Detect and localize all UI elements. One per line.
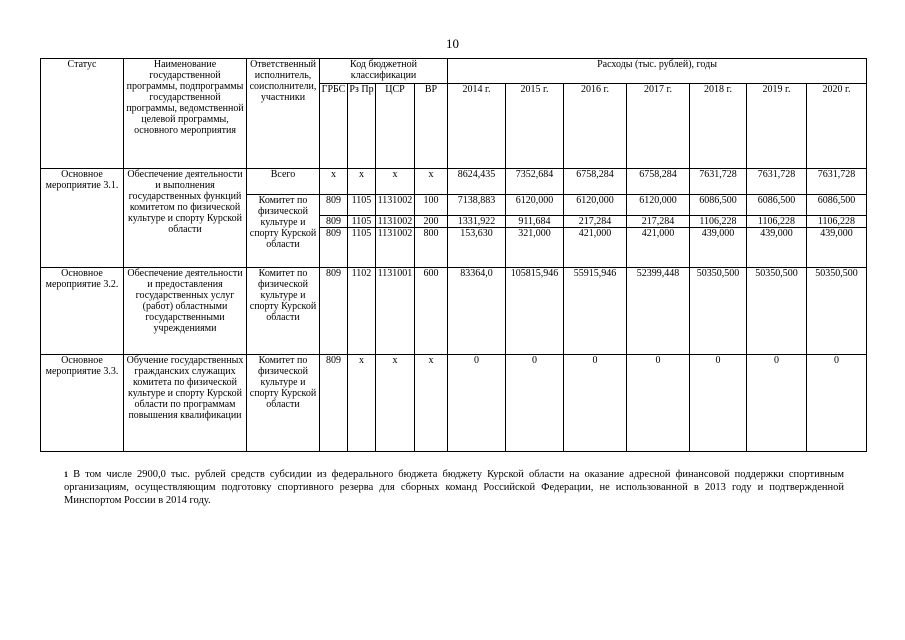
header-year: 2016 г. xyxy=(564,84,627,169)
row-status: Основное мероприятие 3.3. xyxy=(41,355,124,452)
budget-table xyxy=(40,58,867,452)
row-executor: Комитет по физической культуре и спорту Курской области xyxy=(247,195,320,268)
cell-vr: х xyxy=(415,169,448,195)
cell-grbs: 809 xyxy=(320,268,348,355)
footnote-marker: 1 xyxy=(64,470,68,479)
cell-value: 7631,728 xyxy=(747,169,807,195)
cell-value: 6120,000 xyxy=(564,195,627,216)
cell-value: 0 xyxy=(690,355,747,452)
header-vr: ВР xyxy=(415,84,448,169)
table-row xyxy=(41,355,867,452)
cell-value: 7631,728 xyxy=(690,169,747,195)
header-name: Наименование государственной программы, подпрограммы государственной программы, ведомственной целевой программы, основного мероприятия xyxy=(124,59,247,169)
cell-value: 6086,500 xyxy=(690,195,747,216)
cell-value: 421,000 xyxy=(564,228,627,268)
cell-grbs: 809 xyxy=(320,195,348,216)
cell-value: 6086,500 xyxy=(807,195,867,216)
cell-value: 50350,500 xyxy=(690,268,747,355)
cell-csr: 1131002 xyxy=(376,195,415,216)
header-year: 2014 г. xyxy=(448,84,506,169)
cell-value: 0 xyxy=(627,355,690,452)
cell-value: 0 xyxy=(807,355,867,452)
cell-vr: 200 xyxy=(415,216,448,228)
row-executor: Комитет по физической культуре и спорту Курской области xyxy=(247,355,320,452)
cell-rzpr: х xyxy=(348,169,376,195)
cell-csr: 1131002 xyxy=(376,216,415,228)
cell-rzpr: 1105 xyxy=(348,216,376,228)
cell-value: 153,630 xyxy=(448,228,506,268)
cell-value: 52399,448 xyxy=(627,268,690,355)
cell-value: 6086,500 xyxy=(747,195,807,216)
cell-value: 7631,728 xyxy=(807,169,867,195)
cell-value: 0 xyxy=(747,355,807,452)
cell-value: 1106,228 xyxy=(747,216,807,228)
cell-value: 6120,000 xyxy=(506,195,564,216)
cell-value: 55915,946 xyxy=(564,268,627,355)
cell-vr: х xyxy=(415,355,448,452)
cell-value: 105815,946 xyxy=(506,268,564,355)
cell-value: 0 xyxy=(506,355,564,452)
header-expenses-group: Расходы (тыс. рублей), годы xyxy=(448,59,867,84)
cell-vr: 100 xyxy=(415,195,448,216)
header-csr: ЦСР xyxy=(376,84,415,169)
cell-value: 7352,684 xyxy=(506,169,564,195)
row-name: Обеспечение деятельности и предоставления государственных услуг (работ) областными государственными учреждениями xyxy=(124,268,247,355)
footnote-text: В том числе 2900,0 тыс. рублей средств субсидии из федерального бюджета бюджету Курской области на оказание адресной финансовой поддержки спортивным организациям, осуществляющим подготовку спортивного резерва для сборных команд Российской Федерации, не использованной в 2013 году и подтвержденной Минспортом России в 2014 году. xyxy=(64,469,844,506)
cell-grbs: х xyxy=(320,169,348,195)
header-rzpr: Рз Пр xyxy=(348,84,376,169)
cell-value: 6758,284 xyxy=(564,169,627,195)
table-row xyxy=(41,268,867,355)
header-year: 2020 г. xyxy=(807,84,867,169)
header-executor: Ответственный исполнитель, соисполнители, участники xyxy=(247,59,320,169)
header-row-1 xyxy=(41,59,867,84)
cell-rzpr: 1102 xyxy=(348,268,376,355)
row-name: Обучение государственных гражданских служащих комитета по физической культуре и спорту Курской области по программам повышения квалификации xyxy=(124,355,247,452)
cell-value: 439,000 xyxy=(690,228,747,268)
cell-value: 1331,922 xyxy=(448,216,506,228)
cell-value: 439,000 xyxy=(747,228,807,268)
cell-value: 6758,284 xyxy=(627,169,690,195)
cell-value: 50350,500 xyxy=(747,268,807,355)
cell-value: 911,684 xyxy=(506,216,564,228)
cell-csr: х xyxy=(376,169,415,195)
cell-value: 439,000 xyxy=(807,228,867,268)
row-executor: Комитет по физической культуре и спорту Курской области xyxy=(247,268,320,355)
cell-rzpr: 1105 xyxy=(348,195,376,216)
page-number: 10 xyxy=(446,36,459,51)
cell-grbs: 809 xyxy=(320,355,348,452)
cell-vr: 600 xyxy=(415,268,448,355)
cell-value: 321,000 xyxy=(506,228,564,268)
cell-value: 421,000 xyxy=(627,228,690,268)
cell-value: 8624,435 xyxy=(448,169,506,195)
header-year: 2019 г. xyxy=(747,84,807,169)
row-status: Основное мероприятие 3.1. xyxy=(41,169,124,268)
cell-value: 6120,000 xyxy=(627,195,690,216)
cell-value: 83364,0 xyxy=(448,268,506,355)
footnote xyxy=(64,468,844,507)
cell-csr: 1131001 xyxy=(376,268,415,355)
cell-csr: 1131002 xyxy=(376,228,415,268)
cell-value: 0 xyxy=(448,355,506,452)
row-status: Основное мероприятие 3.2. xyxy=(41,268,124,355)
cell-value: 50350,500 xyxy=(807,268,867,355)
cell-value: 1106,228 xyxy=(807,216,867,228)
table-row xyxy=(41,169,867,195)
cell-value: 217,284 xyxy=(564,216,627,228)
row-name: Обеспечение деятельности и выполнения государственных функций комитетом по физической культуре и спорту Курской области xyxy=(124,169,247,268)
cell-rzpr: х xyxy=(348,355,376,452)
cell-value: 7138,883 xyxy=(448,195,506,216)
cell-grbs: 809 xyxy=(320,228,348,268)
cell-csr: х xyxy=(376,355,415,452)
cell-grbs: 809 xyxy=(320,216,348,228)
row-total-label: Всего xyxy=(247,169,320,195)
header-year: 2015 г. xyxy=(506,84,564,169)
header-year: 2018 г. xyxy=(690,84,747,169)
cell-value: 217,284 xyxy=(627,216,690,228)
cell-value: 0 xyxy=(564,355,627,452)
header-grbs: ГРБС xyxy=(320,84,348,169)
cell-value: 1106,228 xyxy=(690,216,747,228)
header-code-group: Код бюджетной классификации xyxy=(320,59,448,84)
header-year: 2017 г. xyxy=(627,84,690,169)
header-status: Статус xyxy=(41,59,124,169)
cell-rzpr: 1105 xyxy=(348,228,376,268)
cell-vr: 800 xyxy=(415,228,448,268)
